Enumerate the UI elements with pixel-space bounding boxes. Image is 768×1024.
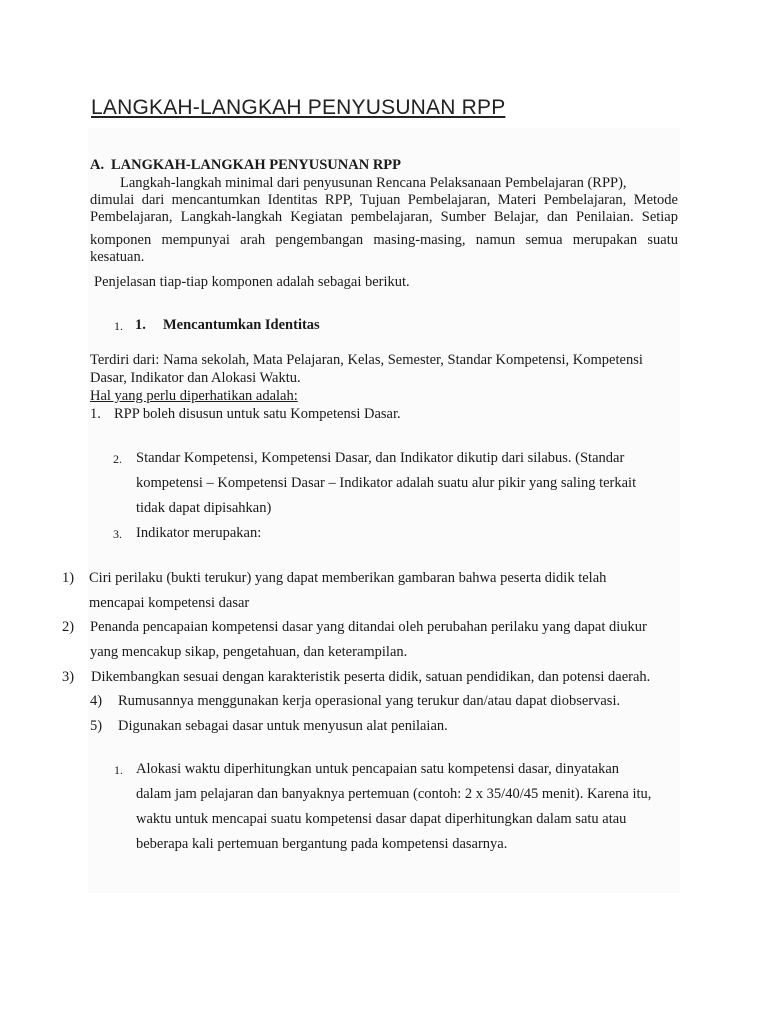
- indicator-text: Ciri perilaku (bukti terukur) yang dapat memberikan gambaran bahwa peserta didik telah: [89, 570, 607, 586]
- point-text: Standar Kompetensi, Kompetensi Dasar, dan Indikator dikutip dari silabus. (Standar: [136, 450, 625, 466]
- intro-line: dimulai dari mencantumkan Identitas RPP, Tujuan Pembelajaran, Materi Pembelajaran, Metode: [90, 192, 678, 208]
- point-marker: 1.: [90, 406, 101, 422]
- explanation-text: Penjelasan tiap-tiap komponen adalah sebagai berikut.: [94, 274, 410, 290]
- section-heading: LANGKAH-LANGKAH PENYUSUNAN RPP: [111, 157, 401, 173]
- allocation-text: Alokasi waktu diperhitungkan untuk pencapaian satu kompetensi dasar, dinyatakan: [136, 761, 620, 777]
- indicator-marker: 5): [90, 718, 103, 734]
- allocation-text: waktu untuk mencapai suatu kompetensi dasar dapat diperhitungkan dalam satu atau: [136, 811, 627, 827]
- indicator-marker: 3): [62, 669, 75, 685]
- attention-heading: Hal yang perlu diperhatikan adalah:: [90, 388, 298, 404]
- intro-line: kesatuan.: [90, 249, 145, 265]
- subsection-auto-marker: 1.: [114, 319, 123, 333]
- consists-line: Dasar, Indikator dan Alokasi Waktu.: [90, 370, 301, 386]
- indicator-text: mencapai kompetensi dasar: [89, 595, 250, 611]
- allocation-text: dalam jam pelajaran dan banyaknya pertemuan (contoh: 2 x 35/40/45 menit). Karena itu,: [136, 786, 652, 802]
- indicator-marker: 1): [62, 570, 75, 586]
- indicator-marker: 2): [62, 619, 75, 635]
- point-marker: 2.: [113, 452, 122, 466]
- point-text: Indikator merupakan:: [136, 525, 262, 541]
- point-marker: 3.: [113, 527, 122, 541]
- allocation-marker: 1.: [114, 763, 123, 777]
- indicator-text: Digunakan sebagai dasar untuk menyusun alat penilaian.: [118, 718, 448, 734]
- intro-line: Pembelajaran, Langkah-langkah Kegiatan pembelajaran, Sumber Belajar, dan Penilaian. Setiap: [90, 209, 678, 225]
- indicator-marker: 4): [90, 693, 103, 709]
- intro-line: komponen mempunyai arah pengembangan masing-masing, namun semua merupakan suatu: [90, 232, 678, 248]
- point-text: tidak dapat dipisahkan): [136, 500, 272, 516]
- subsection-marker: 1.: [135, 317, 146, 333]
- subsection-heading: Mencantumkan Identitas: [163, 317, 320, 333]
- point-text: RPP boleh disusun untuk satu Kompetensi Dasar.: [114, 406, 401, 422]
- intro-line: Langkah-langkah minimal dari penyusunan Rencana Pelaksanaan Pembelajaran (RPP),: [120, 175, 627, 191]
- point-text: kompetensi – Kompetensi Dasar – Indikator adalah suatu alur pikir yang saling terkait: [136, 475, 637, 491]
- indicator-text: yang mencakup sikap, pengetahuan, dan keterampilan.: [90, 644, 408, 660]
- indicator-text: Dikembangkan sesuai dengan karakteristik peserta didik, satuan pendidikan, dan potensi daerah.: [91, 669, 651, 685]
- section-marker: A.: [90, 157, 105, 173]
- allocation-text: beberapa kali pertemuan bergantung pada kompetensi dasarnya.: [136, 836, 508, 852]
- indicator-text: Rumusannya menggunakan kerja operasional yang terukur dan/atau dapat diobservasi.: [118, 693, 621, 709]
- consists-line: Terdiri dari: Nama sekolah, Mata Pelajaran, Kelas, Semester, Standar Kompetensi, Kompetensi: [90, 352, 643, 368]
- document-title: LANGKAH-LANGKAH PENYUSUNAN RPP: [91, 96, 506, 119]
- indicator-text: Penanda pencapaian kompetensi dasar yang ditandai oleh perubahan perilaku yang dapat diukur: [90, 619, 647, 635]
